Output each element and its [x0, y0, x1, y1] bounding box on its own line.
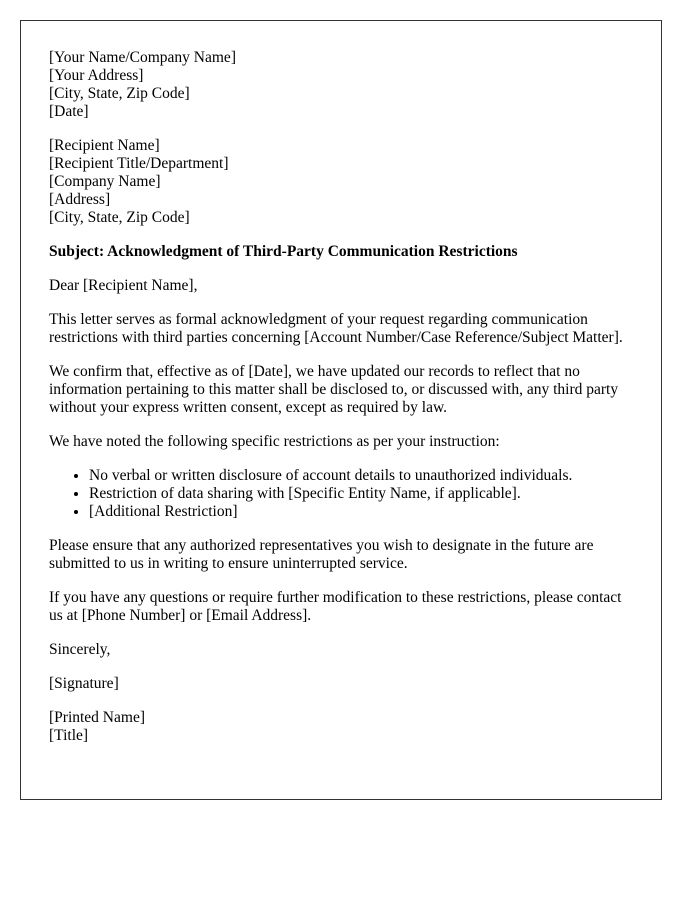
list-item: • No verbal or written disclosure of account details to unauthorized individuals.: [89, 467, 633, 485]
sender-name: [Your Name/Company Name]: [49, 49, 236, 66]
restrictions-list: [49, 467, 633, 521]
body-paragraph-contact: If you have any questions or require further modification to these restrictions, please contact us at [Phone Number] or [Email Address].: [49, 589, 622, 624]
signature: [Signature]: [49, 675, 119, 692]
recipient-block: [49, 137, 633, 227]
sender-city-state-zip: [City, State, Zip Code]: [49, 85, 190, 102]
body-paragraph-confirmation: We confirm that, effective as of [Date], we have updated our records to reflect that no information pertaining to this matter shall be disclosed to, or discussed with, any third party without your express written consent, except as required by law.: [49, 363, 619, 416]
signer-title: [Title]: [49, 727, 89, 744]
list-item: • Restriction of data sharing with [Specific Entity Name, if applicable].: [89, 485, 633, 503]
sender-block: [49, 49, 633, 121]
signer-block: [49, 709, 633, 745]
recipient-city-state-zip: [City, State, Zip Code]: [49, 209, 190, 226]
letter-page: [20, 20, 662, 800]
signoff: Sincerely,: [49, 641, 111, 658]
printed-name: [Printed Name]: [49, 709, 145, 726]
letter-date: [Date]: [49, 103, 89, 120]
sender-address: [Your Address]: [49, 67, 144, 84]
body-paragraph-intro: This letter serves as formal acknowledgment of your request regarding communication restrictions with third parties concerning [Account Number/Case Reference/Subject Matter].: [49, 311, 623, 346]
salutation: Dear [Recipient Name],: [49, 277, 198, 294]
body-paragraph-representatives: Please ensure that any authorized representatives you wish to designate in the future are submitted to us in writing to ensure uninterrupted service.: [49, 537, 594, 572]
recipient-title: [Recipient Title/Department]: [49, 155, 229, 172]
subject-line: Subject: Acknowledgment of Third-Party Communication Restrictions: [49, 243, 518, 260]
list-item: • [Additional Restriction]: [89, 503, 633, 521]
body-paragraph-restrictions-intro: We have noted the following specific restrictions as per your instruction:: [49, 433, 500, 450]
recipient-address: [Address]: [49, 191, 111, 208]
recipient-name: [Recipient Name]: [49, 137, 160, 154]
recipient-company: [Company Name]: [49, 173, 161, 190]
